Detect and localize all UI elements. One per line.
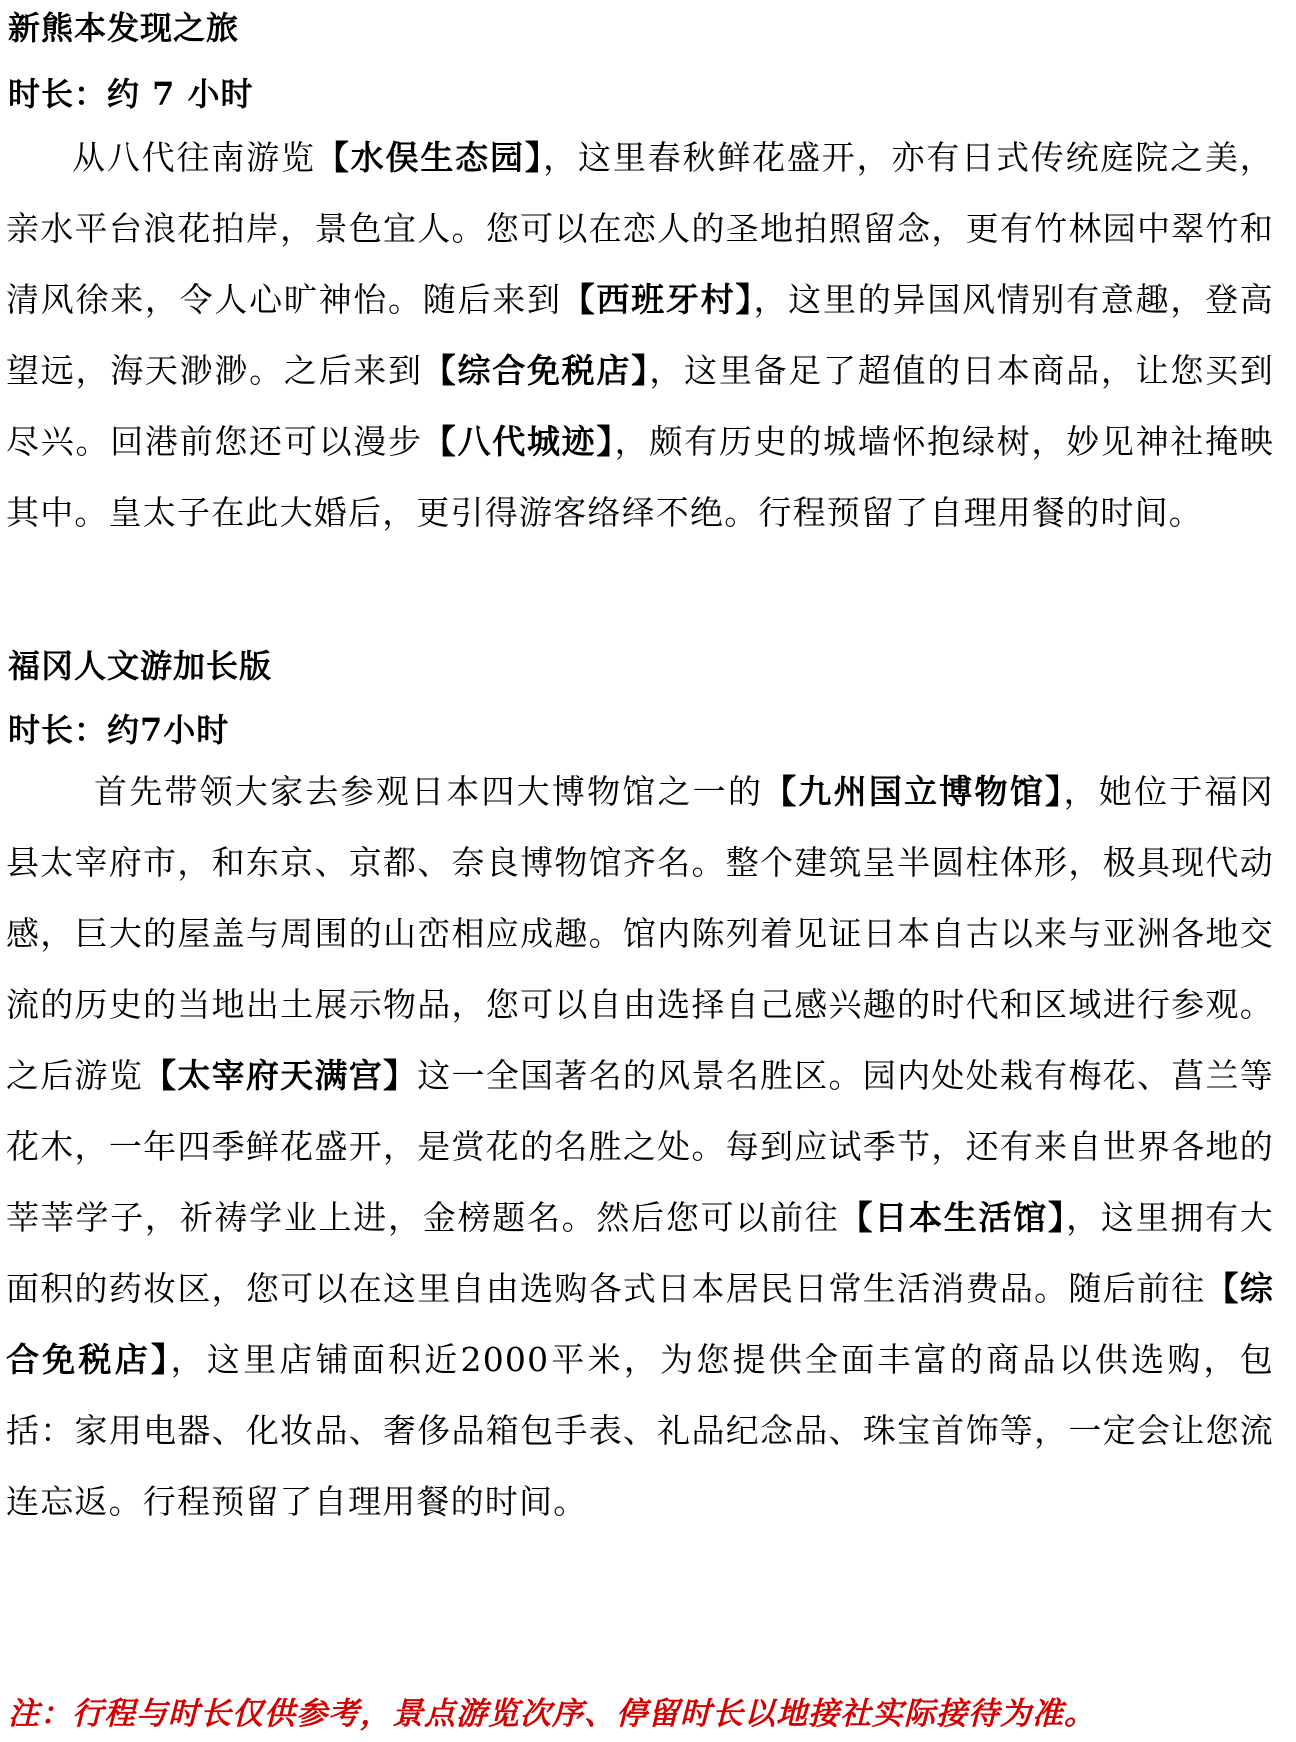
text-run: ，她位于福冈县太宰府市，和东京、京都、奈良博物馆齐名。整个建筑呈半圆柱体形，极具现代动感，巨大的屋盖与周围的山峦相应成趣。馆内陈列着见证日本自古以来与亚洲各地交流的历史的当地出土展示物品，您可以自由选择自己感兴趣的时代和区域进行参观。之后游览 (6, 772, 1274, 1095)
duration-kumamoto: 时长：约 7 小时 (8, 75, 254, 113)
highlighted-attraction: 【日本生活馆】 (839, 1198, 1067, 1237)
highlighted-attraction: 【太宰府天满宫】 (143, 1056, 418, 1095)
description-fukuoka (6, 756, 1274, 1537)
text-run: 这一全国著名的风景名胜区。园内处处栽有梅花、菖兰等花木，一年四季鲜花盛开，是赏花的名胜之处。每到应试季节，还有来自世界各地的莘莘学子，祈祷学业上进，金榜题名。然后您可以前往 (6, 1056, 1274, 1237)
disclaimer-note: 注：行程与时长仅供参考，景点游览次序、停留时长以地接社实际接待为准。 (8, 1696, 1096, 1732)
highlighted-attraction: 【综合免税店】 (6, 1269, 1275, 1379)
text-run: ，这里店铺面积近2000平米，为您提供全面丰富的商品以供选购，包括：家用电器、化妆品、奢侈品箱包手表、礼品纪念品、珠宝首饰等，一定会让您流连忘返。行程预留了自理用餐的时间。 (6, 1340, 1274, 1521)
text-run: ，这里备足了超值的日本商品，让您买到尽兴。回港前您还可以漫步 (6, 351, 1274, 461)
text-run: ，这里的异国风情别有意趣，登高望远，海天渺渺。之后来到 (6, 280, 1275, 390)
section-title-kumamoto: 新熊本发现之旅 (8, 9, 240, 47)
highlighted-attraction: 【九州国立博物馆】 (763, 772, 1064, 811)
duration-fukuoka: 时长：约7小时 (8, 711, 230, 749)
highlighted-attraction: 【综合免税店】 (422, 351, 650, 390)
highlighted-attraction: 【八代城迹】 (422, 422, 615, 461)
text-run: 从八代往南游览 (72, 138, 316, 177)
text-run: ，这里拥有大面积的药妆区，您可以在这里自由选购各式日本居民日常生活消费品。随后前往 (6, 1198, 1275, 1308)
highlighted-attraction: 【水俣生态园】 (315, 138, 544, 177)
section-title-fukuoka: 福冈人文游加长版 (8, 647, 273, 685)
description-kumamoto (6, 122, 1274, 548)
text-run: ，这里春秋鲜花盛开，亦有日式传统庭院之美，亲水平台浪花拍岸，景色宜人。您可以在恋人的圣地拍照留念，更有竹林园中翠竹和清风徐来，令人心旷神怡。随后来到 (6, 138, 1274, 319)
highlighted-attraction: 【西班牙村】 (561, 280, 754, 319)
text-run: ，颇有历史的城墙怀抱绿树，妙见神社掩映其中。皇太子在此大婚后，更引得游客络绎不绝。行程预留了自理用餐的时间。 (6, 422, 1274, 532)
text-run: 首先带领大家去参观日本四大博物馆之一的 (94, 772, 764, 811)
